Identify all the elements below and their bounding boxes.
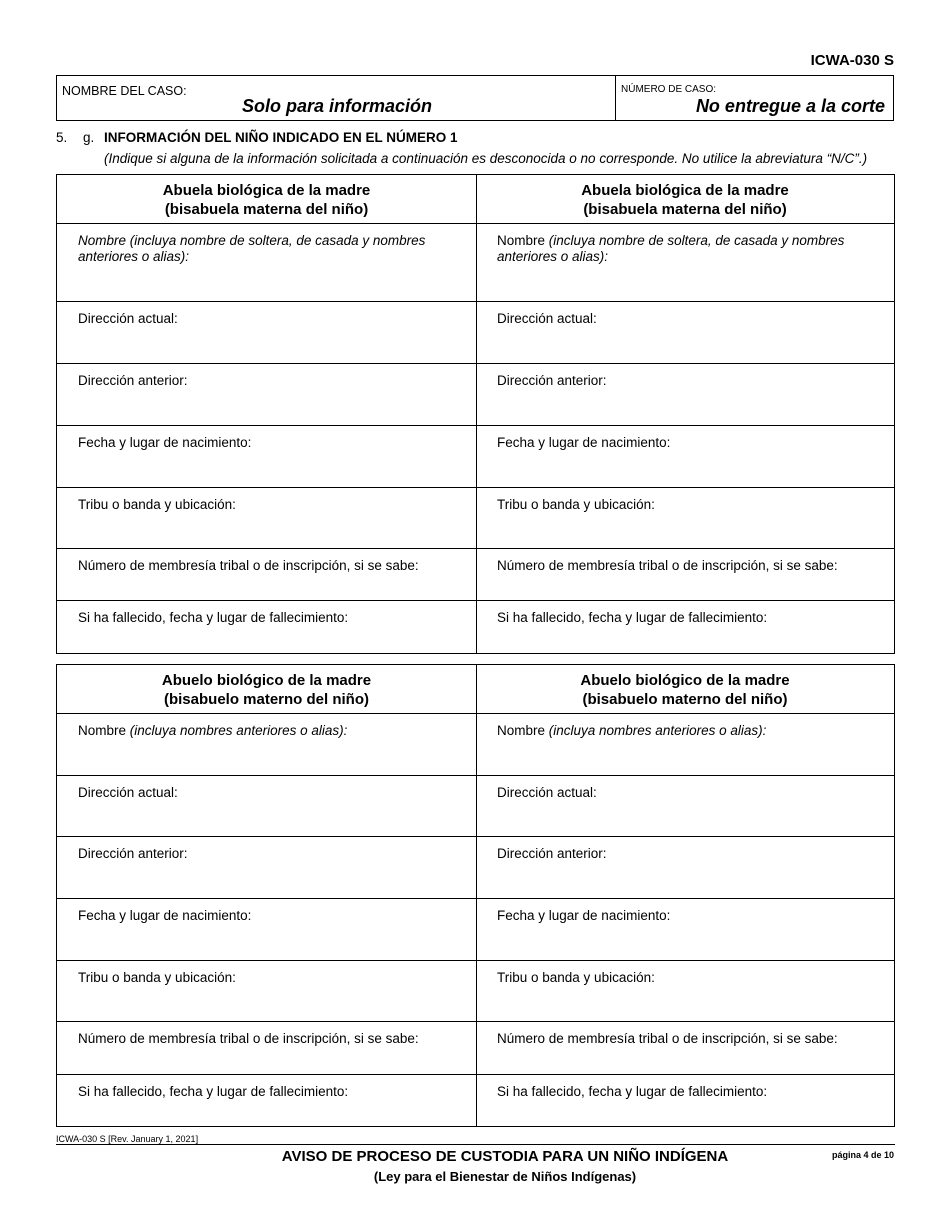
death-field[interactable] — [57, 1075, 476, 1127]
membership-field[interactable] — [476, 1022, 894, 1075]
membership-field[interactable] — [57, 549, 476, 601]
column-header — [476, 175, 894, 224]
current-address-label: Dirección actual: — [78, 785, 178, 800]
name-field-label — [497, 233, 874, 265]
current-address-label: Dirección actual: — [497, 311, 597, 326]
form-revision: ICWA-030 S [Rev. January 1, 2021] — [56, 1134, 199, 1144]
form-title: AVISO DE PROCESO DE CUSTODIA PARA UN NIÑO INDÍGENA — [281, 1148, 729, 1165]
name-field[interactable] — [57, 224, 476, 302]
death-field[interactable] — [57, 601, 476, 653]
case-name-cell — [57, 76, 616, 120]
section-title: INFORMACIÓN DEL NIÑO INDICADO EN EL NÚMERO 1 — [104, 130, 458, 145]
birth-label: Fecha y lugar de nacimiento: — [497, 435, 671, 450]
section-heading — [56, 130, 458, 145]
case-number-label: NÚMERO DE CASO: — [621, 84, 717, 95]
column-header-line1: Abuelo biológico de la madre — [161, 672, 372, 689]
tribe-field[interactable] — [57, 488, 476, 549]
tribe-field[interactable] — [476, 961, 894, 1022]
name-field-hint: (incluya nombres anteriores o alias): — [129, 723, 348, 738]
name-field[interactable] — [57, 714, 476, 776]
membership-label: Número de membresía tribal o de inscripción, si se sabe: — [78, 558, 419, 573]
current-address-label: Dirección actual: — [78, 311, 178, 326]
name-field-label-text: Nombre — [78, 723, 130, 738]
name-field-hint: (incluya nombres anteriores o alias): — [548, 723, 767, 738]
membership-label: Número de membresía tribal o de inscripción, si se sabe: — [78, 1031, 419, 1046]
column-header-line1: Abuela biológica de la madre — [581, 182, 789, 199]
previous-address-field[interactable] — [476, 837, 894, 899]
tribe-label: Tribu o banda y ubicación: — [78, 497, 236, 512]
current-address-field[interactable] — [57, 302, 476, 364]
birth-field[interactable] — [476, 899, 894, 961]
previous-address-label: Dirección anterior: — [497, 373, 607, 388]
great-grandfather-column-left — [57, 665, 477, 1126]
death-field[interactable] — [476, 601, 894, 653]
tribe-field[interactable] — [476, 488, 894, 549]
birth-label: Fecha y lugar de nacimiento: — [497, 908, 671, 923]
membership-field[interactable] — [476, 549, 894, 601]
column-header-line2: (bisabuelo materno del niño) — [163, 691, 369, 708]
form-subtitle: (Ley para el Bienestar de Niños Indígenas) — [373, 1169, 637, 1184]
name-field[interactable] — [476, 224, 894, 302]
case-number-cell — [616, 76, 893, 120]
column-header-line2: (bisabuelo materno del niño) — [582, 691, 788, 708]
great-grandmother-table — [56, 174, 895, 654]
column-header-line1: Abuelo biológico de la madre — [580, 672, 790, 689]
death-label: Si ha fallecido, fecha y lugar de fallecimiento: — [78, 1084, 349, 1099]
column-header — [476, 665, 894, 714]
death-label: Si ha fallecido, fecha y lugar de fallecimiento: — [497, 1084, 768, 1099]
previous-address-label: Dirección anterior: — [497, 846, 607, 861]
previous-address-label: Dirección anterior: — [78, 846, 188, 861]
column-header — [57, 665, 476, 714]
birth-label: Fecha y lugar de nacimiento: — [78, 435, 252, 450]
birth-field[interactable] — [476, 426, 894, 488]
previous-address-field[interactable] — [57, 364, 476, 426]
name-field-label — [78, 723, 456, 739]
death-field[interactable] — [476, 1075, 894, 1127]
column-header-line2: (bisabuela materna del niño) — [583, 201, 787, 218]
death-label: Si ha fallecido, fecha y lugar de fallecimiento: — [78, 610, 349, 625]
column-header-line2: (bisabuela materna del niño) — [164, 201, 369, 218]
name-field-label-text: Nombre — [497, 233, 549, 248]
name-field-hint: (incluya nombre de soltera, de casada y nombres anteriores o alias): — [497, 233, 845, 264]
name-field[interactable] — [476, 714, 894, 776]
current-address-field[interactable] — [57, 776, 476, 837]
tribe-field[interactable] — [57, 961, 476, 1022]
previous-address-field[interactable] — [57, 837, 476, 899]
name-field-label — [497, 723, 874, 739]
form-id: ICWA-030 S — [810, 52, 894, 69]
membership-label: Número de membresía tribal o de inscripción, si se sabe: — [497, 558, 838, 573]
section-number: 5. — [56, 130, 68, 145]
case-info-box — [56, 75, 894, 121]
membership-label: Número de membresía tribal o de inscripción, si se sabe: — [497, 1031, 838, 1046]
name-field-label-text: Nombre — [497, 723, 549, 738]
case-name-label: NOMBRE DEL CASO: — [62, 84, 187, 98]
tribe-label: Tribu o banda y ubicación: — [78, 970, 236, 985]
birth-field[interactable] — [57, 899, 476, 961]
section-letter: g. — [83, 130, 95, 145]
birth-label: Fecha y lugar de nacimiento: — [78, 908, 252, 923]
great-grandmother-column-left — [57, 175, 477, 653]
current-address-label: Dirección actual: — [497, 785, 597, 800]
previous-address-label: Dirección anterior: — [78, 373, 188, 388]
birth-field[interactable] — [57, 426, 476, 488]
name-field-hint: Nombre (incluya nombre de soltera, de casada y nombres anteriores o alias): — [78, 233, 426, 264]
page-number: página 4 de 10 — [831, 1150, 894, 1160]
current-address-field[interactable] — [476, 302, 894, 364]
footer-divider — [56, 1144, 895, 1145]
current-address-field[interactable] — [476, 776, 894, 837]
previous-address-field[interactable] — [476, 364, 894, 426]
section-instructions: (Indique si alguna de la información solicitada a continuación es desconocida o no corresponde. No utilice la abreviatura “N/C”.) — [104, 151, 868, 166]
tribe-label: Tribu o banda y ubicación: — [497, 497, 655, 512]
tribe-label: Tribu o banda y ubicación: — [497, 970, 655, 985]
case-number-value[interactable]: No entregue a la corte — [695, 96, 885, 116]
membership-field[interactable] — [57, 1022, 476, 1075]
name-field-label — [78, 233, 456, 265]
column-header-line1: Abuela biológica de la madre — [162, 182, 371, 199]
column-header — [57, 175, 476, 224]
death-label: Si ha fallecido, fecha y lugar de fallecimiento: — [497, 610, 768, 625]
great-grandmother-column-right — [476, 175, 894, 653]
great-grandfather-column-right — [476, 665, 894, 1126]
case-name-value[interactable]: Solo para información — [242, 96, 433, 116]
great-grandfather-table — [56, 664, 895, 1127]
